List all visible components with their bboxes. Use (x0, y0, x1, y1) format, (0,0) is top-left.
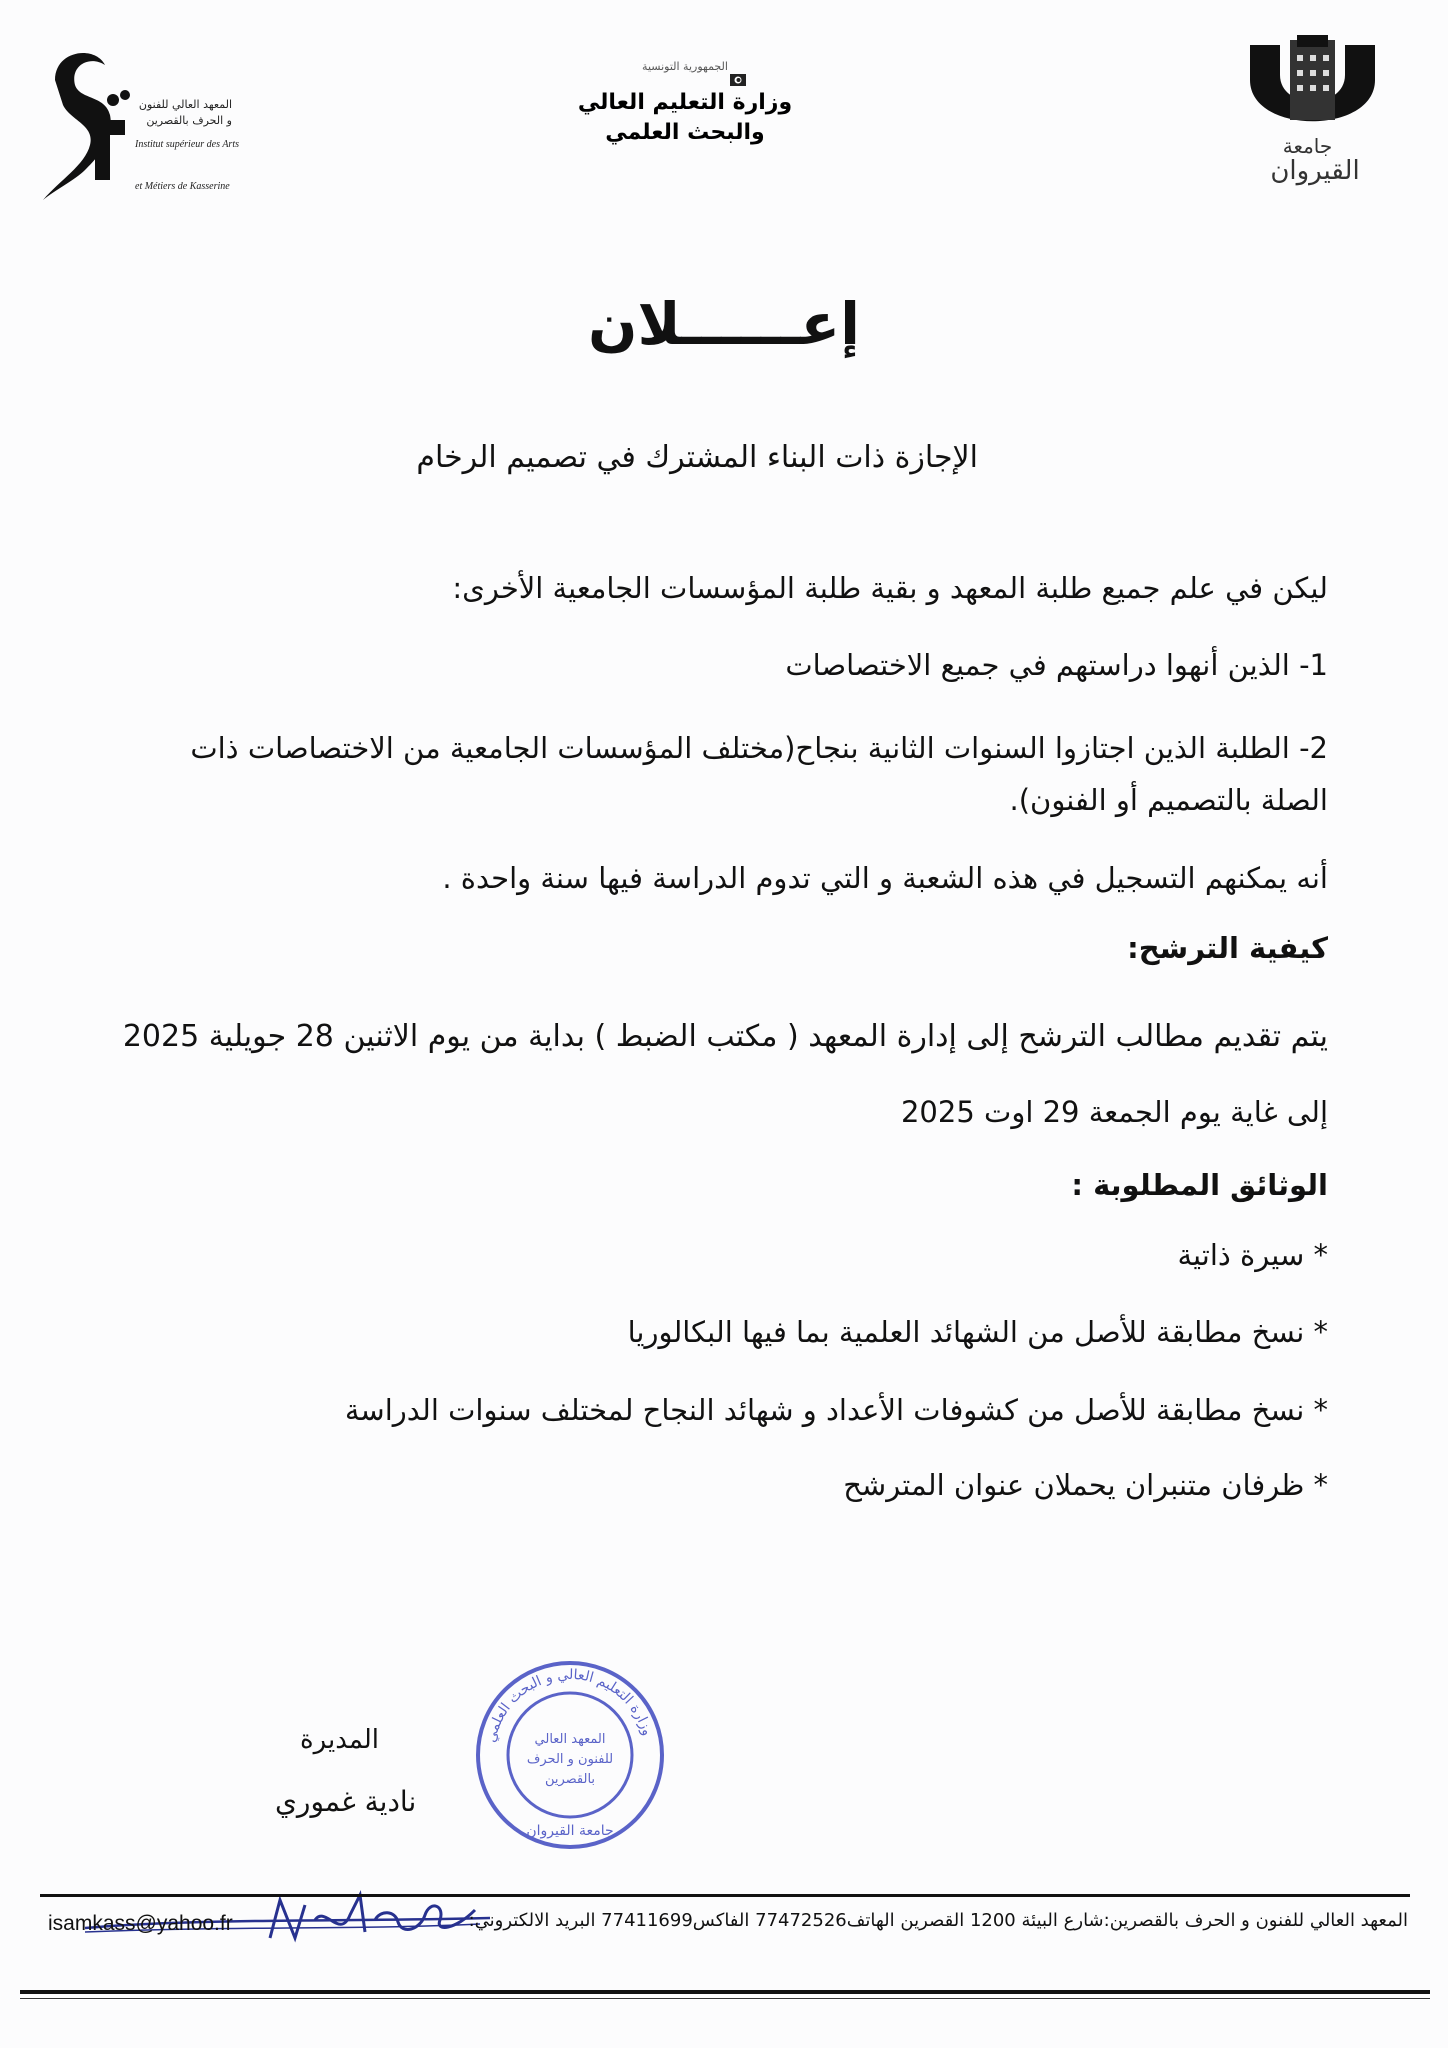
list-item-2: 2- الطلبة الذين اجتازوا السنوات الثانية بنجاح(مختلف المؤسسات الجامعية من الاختصاصات ذات الصلة بالتصميم أو الفنون). (190, 731, 1328, 817)
svg-text:جامعة القيروان: جامعة القيروان (526, 1823, 614, 1839)
intro-text: ليكن في علم جميع طلبة المعهد و بقية طلبة المؤسسات الجامعية الأخرى: (452, 571, 1328, 605)
university-tower-icon (1245, 35, 1380, 130)
announcement-subtitle: الإجازة ذات البناء المشترك في تصميم الرخام (416, 440, 978, 475)
document-item: * نسخ مطابقة للأصل من كشوفات الأعداد و شهائد النجاح لمختلف سنوات الدراسة (344, 1393, 1328, 1427)
footer-divider (40, 1894, 1410, 1897)
right-logo-line1: جامعة (1282, 134, 1333, 158)
document-item: * سيرة ذاتية (1177, 1238, 1328, 1272)
left-logo-line4: et Métiers de Kasserine (135, 181, 230, 192)
left-logo-line3: Institut supérieur des Arts (135, 139, 239, 150)
footer-email[interactable]: isamkass@yahoo.fr (48, 1912, 233, 1935)
how-to-apply-heading: كيفية الترشح: (1127, 931, 1328, 965)
list-item-1: 1- الذين أنهوا دراستهم في جميع الاختصاصات (785, 648, 1328, 682)
documents-heading: الوثائق المطلوبة : (1071, 1168, 1328, 1202)
institute-emblem-icon (35, 40, 135, 210)
stamp-seal-icon (470, 1655, 670, 1855)
svg-text:وزارة التعليم العالي و البحث ا: وزارة التعليم العالي و البحث العلمي (483, 1666, 656, 1745)
how-to-apply-line2: إلى غاية يوم الجمعة 29 اوت 2025 (900, 1095, 1328, 1129)
eligibility-text: أنه يمكنهم التسجيل في هذه الشعبة و التي تدوم الدراسة فيها سنة واحدة . (442, 861, 1328, 895)
ministry-logo (570, 60, 800, 160)
document-item: * نسخ مطابقة للأصل من الشهائد العلمية بما فيها البكالوريا (627, 1315, 1328, 1349)
left-logo-line1: المعهد العالي للفنون (138, 98, 232, 111)
svg-text:بالقصرين: بالقصرين (544, 1772, 596, 1787)
center-logo-line1: الجمهورية التونسية (642, 60, 728, 73)
footer-divider-bottom-thin (20, 1998, 1430, 1999)
left-logo-line2: و الحرف بالقصرين (146, 114, 232, 127)
svg-text:للفنون و الحرف: للفنون و الحرف (526, 1752, 614, 1767)
announcement-title: إعــــــلان (588, 290, 860, 358)
footer-divider-bottom (20, 1990, 1430, 1994)
director-role: المديرة (300, 1725, 380, 1755)
institute-logo (35, 40, 239, 210)
footer (40, 1910, 1408, 1950)
director-name: نادية غموري (275, 1785, 417, 1818)
center-logo-line3: والبحث العلمي (605, 120, 765, 145)
document-item: * ظرفان متنبران يحملان عنوان المترشح (843, 1468, 1328, 1502)
svg-text:المعهد العالي: المعهد العالي (534, 1732, 606, 1747)
footer-address: المعهد العالي للفنون و الحرف بالقصرين:شارع البيئة 1200 القصرين الهاتف77472526 الفاكس77411699 البريد الالكتروني: (468, 1910, 1408, 1931)
how-to-apply-line1: يتم تقديم مطالب الترشح إلى إدارة المعهد ( مكتب الضبط ) بداية من يوم الاثنين 28 جويلية 2025 (122, 1019, 1328, 1054)
right-logo-line2: القيروان (1270, 156, 1360, 186)
center-logo-line2: وزارة التعليم العالي (577, 90, 793, 115)
official-stamp (470, 1655, 670, 1855)
university-logo (1230, 35, 1400, 185)
tunisia-flag-icon (730, 74, 746, 86)
